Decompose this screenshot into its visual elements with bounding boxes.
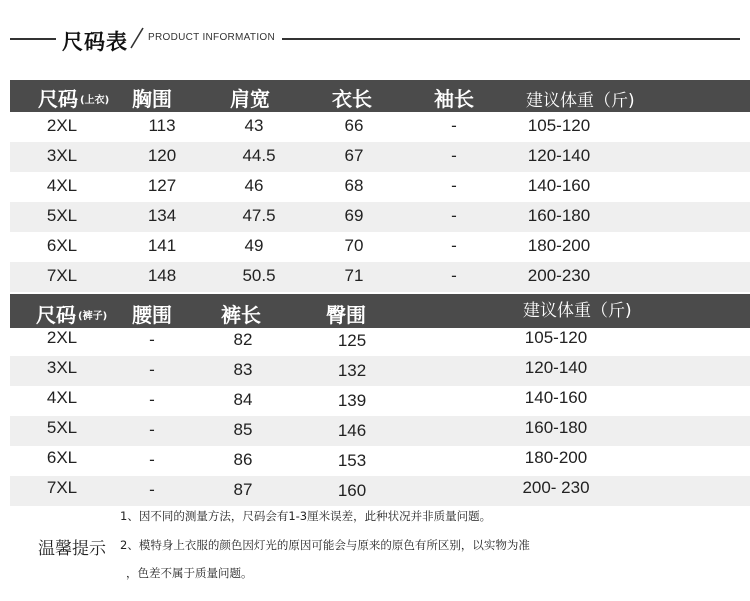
bottom-size: 7XL [46,478,78,497]
top-chest: 134 [147,206,177,225]
top-weight: 140-160 [527,176,591,195]
top-table-row [10,262,750,292]
title-line-left [10,38,56,40]
top-shoulder: 50.5 [242,266,276,285]
top-chest: 127 [147,176,177,195]
top-weight: 160-180 [527,206,591,225]
top-size: 3XL [46,146,78,165]
top-header-chest: 胸围 [132,87,172,111]
bottom-header-size: 尺码 [36,303,76,327]
top-length: 66 [344,116,364,135]
bottom-waist: - [149,450,155,469]
bottom-waist: - [149,420,155,439]
bottom-table-row [10,386,750,416]
top-table-row [10,172,750,202]
bottom-header-size-sub: (裤子) [78,311,108,322]
top-length: 67 [344,146,364,165]
top-chest: 141 [147,236,177,255]
top-header-sleeve: 袖长 [434,87,474,111]
bottom-table-row [10,446,750,476]
bottom-header-weight: 建议体重（斤) [523,301,632,321]
top-header-weight: 建议体重（斤) [526,91,635,111]
bottom-hip: 153 [337,451,367,470]
bottom-pants-length: 86 [233,450,253,469]
page-title: 尺码表 [62,30,128,54]
top-length: 68 [344,176,364,195]
top-table-row [10,142,750,172]
bottom-table-row [10,476,750,506]
top-shoulder: 49 [244,236,264,255]
top-sleeve: - [451,146,457,165]
top-header-size-sub: (上衣) [80,95,110,106]
title-slash [130,27,144,49]
title-line-right [282,38,740,40]
bottom-pants-length: 87 [233,480,253,499]
top-weight: 120-140 [527,146,591,165]
top-header-shoulder: 肩宽 [230,87,270,111]
top-weight: 180-200 [527,236,591,255]
bottom-size: 4XL [46,388,78,407]
bottom-waist: - [149,480,155,499]
bottom-size: 6XL [46,448,78,467]
notes-label: 温馨提示 [38,539,106,559]
top-sleeve: - [451,116,457,135]
bottom-weight: 180-200 [524,448,588,467]
top-size: 7XL [46,266,78,285]
top-shoulder: 46 [244,176,264,195]
top-sleeve: - [451,176,457,195]
top-sleeve: - [451,266,457,285]
top-weight: 105-120 [527,116,591,135]
top-sleeve: - [451,206,457,225]
top-shoulder: 44.5 [242,146,276,165]
bottom-hip: 139 [337,391,367,410]
bottom-hip: 125 [337,331,367,350]
bottom-size: 2XL [46,328,78,347]
bottom-pants-length: 83 [233,360,253,379]
top-chest: 113 [148,116,176,135]
top-length: 70 [344,236,364,255]
top-length: 71 [344,266,364,285]
bottom-size: 5XL [46,418,78,437]
bottom-weight: 200- 230 [522,478,590,497]
top-header-size: 尺码 [38,87,78,111]
note-line-1: 1、因不同的测量方法，尺码会有1-3厘米误差，此种状况并非质量问题。 [120,509,492,523]
top-table-row [10,202,750,232]
bottom-pants-length: 84 [233,390,253,409]
top-weight: 200-230 [527,266,591,285]
top-size: 2XL [46,116,78,135]
bottom-header-waist: 腰围 [132,303,172,327]
bottom-weight: 140-160 [524,388,588,407]
bottom-waist: - [149,330,155,349]
page-subtitle: PRODUCT INFORMATION [148,32,275,43]
bottom-table-header [10,294,750,328]
bottom-table-row [10,356,750,386]
bottom-hip: 132 [337,361,367,380]
top-size: 4XL [46,176,78,195]
bottom-table-row [10,416,750,446]
bottom-weight: 160-180 [524,418,588,437]
top-length: 69 [344,206,364,225]
bottom-waist: - [149,360,155,379]
bottom-hip: 146 [337,421,367,440]
bottom-header-hip: 臀围 [326,303,366,327]
top-table-header [10,80,750,112]
note-line-2: 2、模特身上衣服的颜色因灯光的原因可能会与原来的原色有所区别，以实物为准 [120,538,530,552]
bottom-pants-length: 82 [233,330,253,349]
top-size: 5XL [46,206,78,225]
top-shoulder: 43 [244,116,264,135]
top-sleeve: - [451,236,457,255]
top-size: 6XL [46,236,78,255]
bottom-waist: - [149,390,155,409]
note-line-3: ，色差不属于质量问题。 [126,566,253,580]
top-table-row [10,112,750,142]
bottom-weight: 105-120 [524,328,588,347]
bottom-header-pants-length: 裤长 [221,303,261,327]
top-chest: 148 [147,266,177,285]
top-chest: 120 [147,146,177,165]
bottom-pants-length: 85 [233,420,253,439]
top-table-row [10,232,750,262]
bottom-hip: 160 [337,481,367,500]
bottom-weight: 120-140 [524,358,588,377]
bottom-size: 3XL [46,358,78,377]
bottom-table-row [10,326,750,356]
top-shoulder: 47.5 [242,206,276,225]
top-header-length: 衣长 [332,87,372,111]
